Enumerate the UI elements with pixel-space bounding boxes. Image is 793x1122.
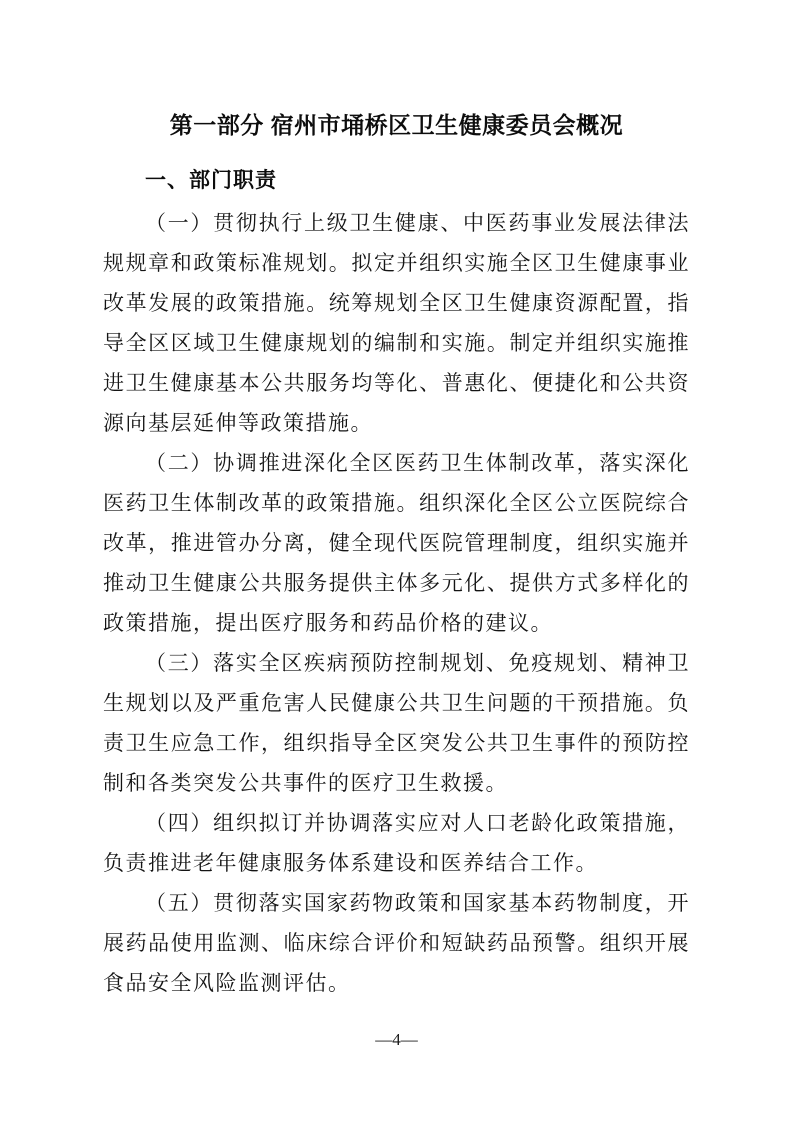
paragraph-3: （三）落实全区疾病预防控制规划、免疫规划、精神卫生规划以及严重危害人民健康公共卫生问题的干预措施。负责卫生应急工作，组织指导全区突发公共卫生事件的预防控制和各类突发公共事件的医疗卫生救援。 [103, 651, 690, 795]
paragraph-1: （一）贯彻执行上级卫生健康、中医药事业发展法律法规规章和政策标准规划。拟定并组织实施全区卫生健康事业改革发展的政策措施。统筹规划全区卫生健康资源配置，指导全区区域卫生健康规划的编制和实施。制定并组织实施推进卫生健康基本公共服务均等化、普惠化、便捷化和公共资源向基层延伸等政策措施。 [103, 211, 690, 435]
page-title: 第一部分 宿州市埇桥区卫生健康委员会概况 [169, 112, 624, 138]
paragraph-4: （四）组织拟订并协调落实应对人口老龄化政策措施，负责推进老年健康服务体系建设和医养结合工作。 [103, 811, 690, 875]
body-text [103, 203, 690, 1003]
paragraph-5: （五）贯彻落实国家药物政策和国家基本药物制度，开展药品使用监测、临床综合评价和短缺药品预警。组织开展食品安全风险监测评估。 [103, 891, 690, 995]
page-number: —4— [375, 1030, 418, 1049]
section-heading: 一、部门职责 [145, 169, 277, 192]
paragraph-2: （二）协调推进深化全区医药卫生体制改革，落实深化医药卫生体制改革的政策措施。组织深化全区公立医院综合改革，推进管办分离，健全现代医院管理制度，组织实施并推动卫生健康公共服务提供主体多元化、提供方式多样化的政策措施，提出医疗服务和药品价格的建议。 [103, 451, 690, 635]
